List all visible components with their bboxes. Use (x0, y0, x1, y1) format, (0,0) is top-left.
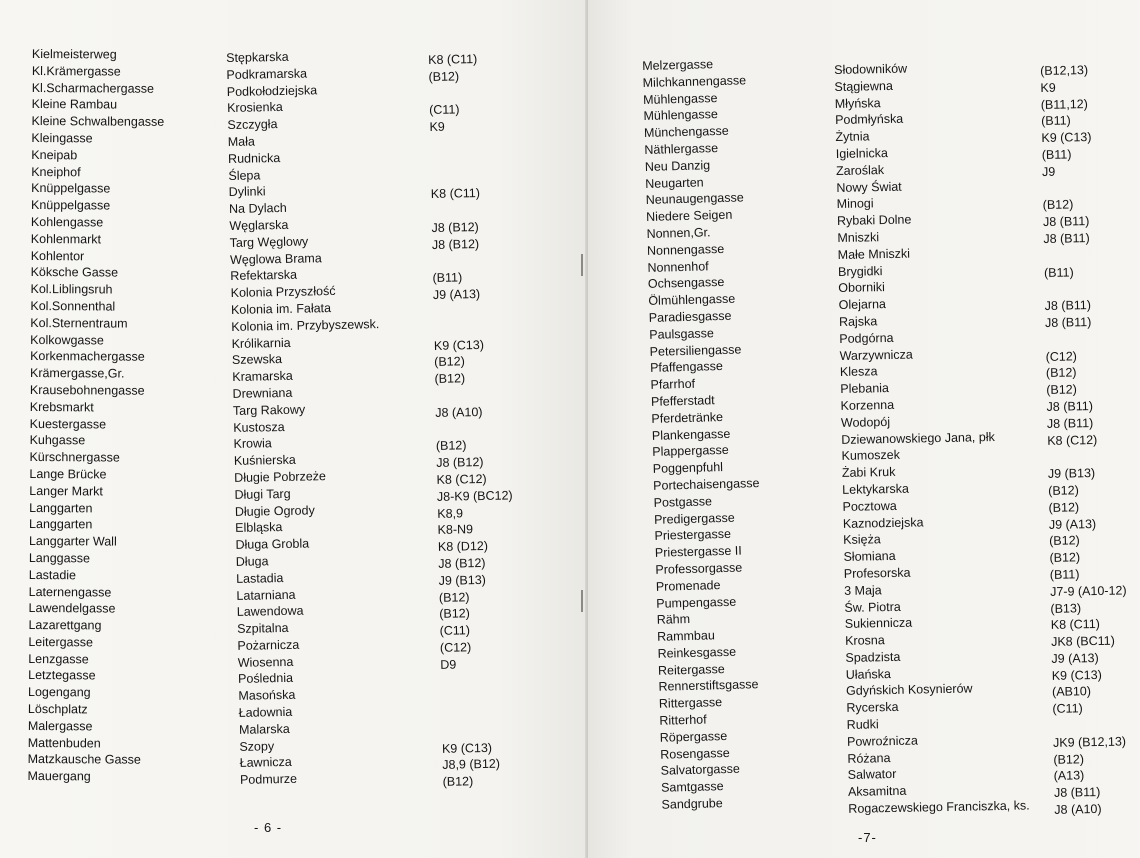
list-item: Stągiewna (834, 78, 893, 94)
list-item (1044, 280, 1121, 298)
list-item: Węglowa Brama (229, 250, 322, 267)
list-item: Langer Markt (29, 483, 103, 499)
list-item: J8 (A10) (1054, 802, 1102, 817)
list-item (430, 151, 506, 169)
list-item: Langgasse (28, 550, 91, 566)
list-item: Rudki (846, 717, 879, 732)
list-item: Oborniki (838, 280, 886, 296)
list-item: Nonnen,Gr. (646, 225, 711, 241)
list-item: Poggenpfuhl (652, 460, 724, 476)
list-item: Długa (235, 554, 269, 569)
list-item: Mauergang (27, 769, 91, 784)
list-item: (C11) (439, 623, 471, 638)
list-item: (B12) (1053, 751, 1085, 767)
list-item: Köksche Gasse (30, 265, 119, 280)
list-item: (B12) (1048, 500, 1080, 515)
list-item: Plankengasse (651, 426, 731, 443)
list-item: K9 (C13) (1051, 667, 1102, 683)
polish-street-names-column (226, 47, 388, 789)
list-item: Refektarska (230, 268, 298, 284)
list-item: Neugarten (645, 175, 704, 191)
list-item: (B12) (442, 774, 474, 790)
list-item: J8 (A10) (435, 404, 483, 420)
list-item: Rybaki Dolne (836, 212, 912, 229)
list-item: Ölmühlengasse (648, 291, 736, 309)
list-item: Pocztowa (842, 498, 897, 514)
page-number: - 6 - (254, 820, 283, 835)
list-item: Stępkarska (226, 49, 289, 65)
list-item: Rennerstiftsgasse (658, 677, 759, 695)
list-item: Aksamitna (847, 784, 907, 800)
list-item: JK8 (BC11) (1050, 633, 1115, 649)
list-item: Krausebohnengasse (29, 382, 145, 398)
list-item: Krosna (844, 633, 885, 648)
list-item: (B11) (1041, 147, 1072, 162)
list-item (435, 386, 511, 404)
list-item: Pfefferstadt (650, 393, 715, 409)
list-item: Neu Danzig (644, 158, 711, 174)
list-item: Ritterhof (659, 712, 707, 728)
list-item: K8 (C11) (430, 186, 481, 202)
list-item: Predigergasse (653, 510, 735, 527)
list-item: Priestergasse (654, 527, 732, 544)
list-item: Röpergasse (659, 728, 728, 745)
list-item: Lastadie (28, 567, 77, 582)
list-item: Reinkesgasse (657, 644, 737, 661)
list-item: Kleine Rambau (31, 97, 118, 112)
list-item: Rammbau (656, 628, 715, 644)
list-item: J8 (B12) (436, 455, 484, 471)
list-item: (B12) (434, 371, 466, 387)
list-item: (B11) (1040, 113, 1071, 129)
list-item: K8 (C12) (1047, 432, 1098, 448)
list-item: K8 (C11) (1050, 617, 1101, 633)
list-item: (AB10) (1051, 684, 1092, 700)
list-item: Kolkowgasse (30, 332, 104, 347)
list-item: 3 Maja (844, 582, 882, 598)
list-item: Reitergasse (657, 661, 725, 678)
list-item: Kohlengasse (30, 214, 104, 230)
german-street-names-column (642, 55, 768, 813)
list-item: (B13) (1050, 600, 1082, 616)
list-item: Mniszki (837, 230, 880, 245)
list-item: Podmłyńska (834, 112, 904, 128)
list-item: K8 (C11) (428, 52, 478, 67)
list-item: Królikarnia (231, 335, 291, 351)
list-item: J8-K9 (BC12) (436, 488, 513, 504)
list-item (431, 202, 507, 220)
list-item: Nowy Świat (836, 179, 902, 195)
list-item: Słodowników (834, 61, 908, 77)
list-item: Salvatorgasse (660, 762, 741, 779)
list-item: Poślednia (237, 671, 294, 687)
list-item: Kol.Sonnenthal (30, 298, 116, 314)
list-item: Szewska (231, 352, 283, 368)
list-item: J8,9 (B12) (442, 757, 501, 773)
list-item: Ślepa (228, 167, 261, 183)
list-item: Milchkannengasse (642, 73, 747, 90)
list-item: Münchengasse (643, 123, 729, 141)
list-item: Mała (227, 134, 255, 149)
list-item: Pferdetränke (651, 409, 724, 426)
list-item: K8 (D12) (437, 539, 489, 555)
list-item: Długie Ogrody (234, 502, 315, 519)
list-item: J8 (B11) (1044, 315, 1092, 330)
list-item: Latarniana (236, 587, 296, 603)
list-item: J8 (B12) (431, 236, 480, 252)
list-item: (C11) (1052, 701, 1083, 717)
list-item: Szopy (239, 738, 275, 754)
list-item: Plebania (840, 381, 890, 397)
list-item: Lazarettgang (28, 618, 102, 633)
list-item: Portechaisengasse (653, 475, 760, 493)
list-item: Malarska (238, 721, 290, 737)
list-item: K8 (C12) (436, 471, 487, 487)
list-item: Kolonia Przyszłość (230, 284, 336, 301)
list-item: Ułańska (845, 666, 892, 682)
list-item: Kleingasse (31, 130, 93, 146)
list-item: Kielmeisterweg (31, 46, 117, 62)
list-item: K8,9 (437, 505, 464, 521)
list-item: Samtgasse (660, 779, 724, 796)
list-item: Kustosza (233, 419, 285, 435)
grid-reference-column (428, 50, 519, 790)
list-item: Młyńska (834, 95, 881, 111)
list-item: Pożarnicza (237, 637, 300, 653)
list-item: Wodopój (840, 414, 891, 430)
list-item: D9 (440, 657, 457, 672)
list-item: Podkołodziejska (226, 82, 318, 99)
list-item: Kürschnergasse (29, 450, 120, 465)
list-item (1044, 246, 1121, 264)
list-item: K9 (C13) (433, 337, 485, 353)
list-item: Krebsmarkt (29, 399, 94, 415)
list-item: Mattenbuden (27, 735, 101, 751)
list-item: (B12) (439, 606, 470, 622)
list-item: (A13) (1053, 768, 1085, 784)
list-item: Kaznodziejska (842, 514, 924, 531)
list-item: Kolonia im. Przybyszewsk. (231, 316, 380, 334)
list-item: (B11) (432, 270, 463, 286)
list-item: Kolonia im. Fałata (230, 300, 332, 317)
list-item (1047, 448, 1124, 466)
list-item: Żytnia (835, 129, 870, 145)
list-item: K9 (C13) (1041, 130, 1092, 146)
list-item (430, 134, 506, 152)
list-item: Długi Targ (234, 486, 291, 502)
list-item: Paulsgasse (649, 325, 715, 342)
list-item: Pfaffengasse (649, 359, 724, 376)
list-item: Lange Brücke (29, 466, 107, 482)
list-item: Ławnicza (239, 755, 292, 771)
list-item: Nonnenhof (647, 258, 709, 275)
list-item: Rähm (656, 612, 691, 628)
list-item: J8 (B11) (1046, 415, 1094, 431)
list-item: J8 (B11) (1043, 231, 1090, 246)
list-item (1053, 716, 1130, 734)
list-item: Drewniana (232, 385, 293, 401)
page-number: -7- (858, 830, 877, 845)
list-item: Priestergasse II (654, 543, 742, 560)
list-item: Matzkausche Gasse (27, 752, 141, 768)
list-item: Leitergasse (28, 634, 94, 650)
list-item: Księża (843, 532, 881, 548)
list-item: Knüppelgasse (31, 181, 111, 196)
list-item: J9 (A13) (1048, 516, 1097, 532)
list-item (435, 420, 511, 438)
list-item: Ochsengasse (647, 275, 725, 292)
list-item: Kl.Scharmachergasse (31, 80, 155, 96)
list-item: Pfarrhof (650, 376, 696, 393)
list-item: Podkramarska (226, 66, 308, 82)
list-item: Kohlenmarkt (30, 231, 102, 247)
grid-reference-column (1040, 62, 1131, 819)
list-item: Melzergasse (642, 57, 714, 73)
list-item: Klesza (839, 364, 878, 380)
list-item: Podmurze (239, 772, 298, 788)
list-item: Sukiennicza (844, 615, 913, 632)
list-item: Langgarten (29, 517, 93, 532)
list-item: J8 (B12) (438, 555, 486, 571)
list-item: Gdyńskich Kosynierów (845, 681, 973, 699)
list-item: Löschplatz (27, 702, 88, 717)
list-item: Pumpengasse (656, 594, 737, 611)
list-item: J9 (A13) (1051, 650, 1099, 666)
list-item: (C12) (439, 640, 472, 655)
list-item: Letztegasse (28, 668, 96, 683)
list-item: Kl.Krämergasse (31, 63, 121, 79)
list-item: Kohlentor (30, 248, 85, 263)
list-item: Długa Grobla (235, 536, 310, 553)
list-item: Rajska (838, 314, 878, 329)
list-item: (B11) (1043, 264, 1074, 280)
list-item: Ładownia (238, 704, 293, 720)
list-item: (B12) (438, 589, 470, 605)
list-item: (B12) (1048, 483, 1079, 498)
list-item: Professorgasse (655, 560, 743, 577)
list-item: Kneipab (31, 147, 78, 163)
list-item: Rosengasse (660, 745, 730, 762)
list-item: Rogaczewskiego Franciszka, ks. (848, 798, 1030, 816)
list-item: J8 (B11) (1046, 398, 1094, 414)
list-item: Lenzgasse (28, 651, 89, 667)
list-item: (B11,12) (1040, 96, 1088, 112)
list-item: Rittergasse (658, 695, 723, 712)
list-item: Na Dylach (228, 201, 287, 217)
list-item: Powroźnicza (846, 733, 919, 749)
list-item: (C12) (1045, 348, 1078, 364)
list-item: Olejarna (838, 297, 887, 313)
list-item: Korzenna (840, 397, 895, 413)
list-item: Św. Piotra (844, 599, 901, 615)
list-item: Logengang (28, 685, 91, 700)
list-item: Langgarter Wall (28, 534, 117, 549)
list-item: K8-N9 (437, 522, 474, 538)
list-item: Profesorska (843, 565, 911, 581)
list-item: Kol.Liblingsruh (30, 282, 113, 297)
list-item (433, 302, 509, 320)
list-item: Słomiana (843, 549, 896, 565)
list-item: Kuestergasse (29, 416, 107, 431)
list-item: K9 (C13) (441, 740, 493, 756)
list-item: Minogi (836, 196, 874, 212)
german-street-names-column (27, 46, 164, 786)
list-item: Targ Rakowy (232, 402, 306, 418)
list-item: Kuśnierska (233, 452, 296, 469)
list-item: J9 (B13) (438, 572, 486, 588)
list-item (441, 722, 517, 740)
list-item: (B12) (428, 69, 460, 84)
list-item (441, 689, 517, 707)
list-item: Kneiphof (31, 164, 81, 179)
list-item: Szczygła (227, 117, 278, 133)
list-item (429, 84, 505, 102)
list-item: (B12) (1046, 382, 1077, 398)
polish-street-names-column (834, 59, 1030, 818)
list-item: Petersiliengasse (649, 342, 742, 359)
list-item (430, 168, 506, 186)
list-item: Salwator (847, 767, 897, 783)
list-item: J8 (B11) (1044, 298, 1092, 314)
list-item: Masońska (238, 688, 296, 704)
list-item: Kleine Schwalbengasse (31, 114, 165, 129)
list-item: Szpitalna (236, 621, 289, 636)
list-item (1042, 179, 1119, 197)
list-item: Warzywnicza (839, 347, 913, 363)
list-item: Kuhgasse (29, 433, 86, 448)
list-item: Lawendowa (236, 603, 304, 620)
list-item: Neunaugengasse (645, 190, 744, 208)
list-item: Spadzista (845, 649, 901, 665)
list-item: Lastadia (236, 570, 284, 586)
list-item: Kramarska (232, 368, 293, 385)
list-item: JK9 (B12,13) (1052, 734, 1127, 750)
list-item: Krosienka (226, 100, 283, 116)
list-item: Paradiesgasse (648, 308, 732, 325)
list-item (433, 319, 509, 337)
list-item: Lawendelgasse (28, 601, 116, 616)
list-item: K9 (429, 119, 445, 135)
list-item: Krämergasse,Gr. (29, 366, 125, 381)
list-item: Mühlengasse (642, 90, 718, 107)
list-item: Igielnicka (835, 145, 889, 161)
list-item: Długie Pobrzeże (234, 469, 327, 485)
list-item: Wiosenna (237, 654, 294, 670)
list-item: Plappergasse (652, 443, 729, 460)
list-item: K9 (1040, 80, 1056, 95)
list-item (1045, 330, 1122, 348)
list-item: (B12,13) (1040, 63, 1089, 78)
list-item: J8 (B11) (1042, 214, 1090, 230)
list-item: Małe Mniszki (837, 246, 911, 262)
list-item: Laternengasse (28, 584, 112, 599)
right-page (588, 0, 1140, 858)
list-item: J7-9 (A10-12) (1050, 583, 1127, 599)
list-item: Zaroślak (835, 162, 885, 178)
list-item: Rycerska (846, 700, 899, 716)
list-item: Nonnengasse (646, 241, 725, 258)
list-item: Promenade (655, 577, 721, 594)
list-item (441, 705, 517, 723)
list-item: Kol.Sternentraum (30, 315, 128, 331)
list-item: (B12) (1049, 533, 1080, 549)
list-item: Różana (847, 750, 891, 766)
list-item: (B12) (434, 354, 465, 370)
list-item: Postgasse (653, 494, 713, 510)
list-item: Kumoszek (841, 448, 901, 464)
list-item: Korkenmachergasse (30, 349, 145, 365)
list-item (432, 252, 508, 270)
list-item: Rudnicka (227, 150, 281, 166)
list-item: Langgarten (29, 500, 93, 515)
list-item: J9 (B13) (1047, 466, 1096, 482)
list-item: (B12) (1045, 365, 1077, 381)
list-item: Malergasse (27, 718, 93, 734)
list-item (440, 672, 516, 690)
list-item: Dziewanowskiego Jana, płk (841, 429, 995, 447)
list-item: Niedere Seigen (645, 207, 733, 225)
list-item: Węglarska (229, 217, 289, 233)
list-item: Sandgrube (661, 796, 723, 812)
list-item: J9 (1041, 164, 1056, 179)
list-item: Lektykarska (842, 481, 910, 497)
list-item: J9 (A13) (432, 287, 481, 303)
list-item: Żabi Kruk (841, 465, 896, 481)
list-item: (B12) (435, 438, 467, 454)
list-item: (B11) (1049, 567, 1080, 582)
list-item: Näthlergasse (644, 141, 719, 157)
list-item: (B12) (1049, 550, 1081, 566)
list-item: (C11) (429, 102, 460, 118)
list-item: Dylinki (228, 184, 266, 200)
list-item: Knüppelgasse (30, 198, 111, 213)
list-item: (B12) (1042, 197, 1074, 213)
list-item: Brygidki (837, 263, 883, 279)
list-item: Targ Węglowy (229, 234, 309, 250)
list-item: J8 (B11) (1053, 785, 1101, 801)
list-item: J8 (B12) (431, 219, 479, 235)
list-item: Elbląska (235, 520, 283, 536)
list-item: Mühlengasse (643, 107, 719, 124)
list-item: Krowia (233, 436, 272, 452)
list-item: Podgórna (839, 330, 894, 346)
